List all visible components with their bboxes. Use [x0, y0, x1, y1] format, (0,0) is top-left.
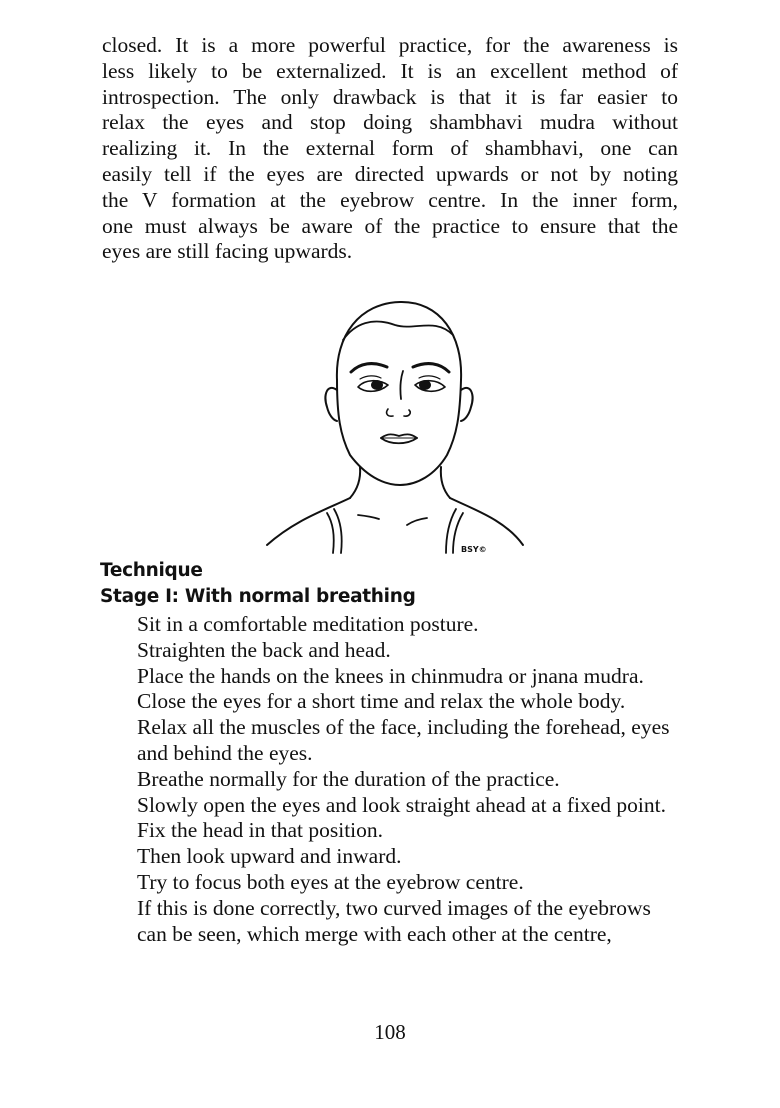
paragraph-line: eyes are still facing upwards. — [102, 239, 353, 264]
stage-subheading: Stage I: With normal breathing — [100, 586, 416, 607]
step-item: If this is done correctly, two curved images of the eyebrows can be seen, which merge with each other at the centre, — [137, 895, 651, 946]
technique-steps — [137, 612, 673, 947]
step-item: Slowly open the eyes and look straight ahead at a fixed point. — [137, 792, 667, 817]
step-item: Place the hands on the knees in chinmudra or jnana mudra. — [137, 663, 644, 688]
step-item: Try to focus both eyes at the eyebrow centre. — [137, 869, 524, 894]
paragraph-line: closed. It is a more powerful practice, for the awareness is — [102, 33, 678, 57]
body-paragraph — [102, 33, 678, 265]
step-item: Straighten the back and head. — [137, 637, 391, 662]
step-item: Relax all the muscles of the face, including the forehead, eyes and behind the eyes. — [137, 715, 670, 765]
paragraph-line: realizing it. In the external form of shambhavi, one can — [102, 136, 678, 161]
paragraph-line: introspection. The only drawback is that it is far easier to — [102, 84, 678, 109]
step-item: Close the eyes for a short time and relax the whole body. — [137, 689, 626, 714]
paragraph-line: relax the eyes and stop doing shambhavi mudra without — [102, 110, 678, 135]
paragraph-line: less likely to be externalized. It is an excellent method of — [102, 58, 678, 83]
section-heading: Technique — [100, 560, 203, 581]
paragraph-line: one must always be aware of the practice to ensure that the — [102, 213, 678, 238]
shambhavi-mudra-illustration — [255, 295, 530, 560]
paragraph-line: easily tell if the eyes are directed upwards or not by noting — [102, 161, 678, 186]
step-item: Then look upward and inward. — [137, 844, 402, 869]
paragraph-line: the V formation at the eyebrow centre. In the inner form, — [102, 187, 678, 212]
step-item: Fix the head in that position. — [137, 818, 384, 843]
step-item: Breathe normally for the duration of the practice. — [137, 766, 560, 791]
step-item: Sit in a comfortable meditation posture. — [137, 612, 479, 636]
page-number: 108 — [374, 1020, 406, 1044]
illustration-credit: BSY© — [461, 545, 487, 554]
